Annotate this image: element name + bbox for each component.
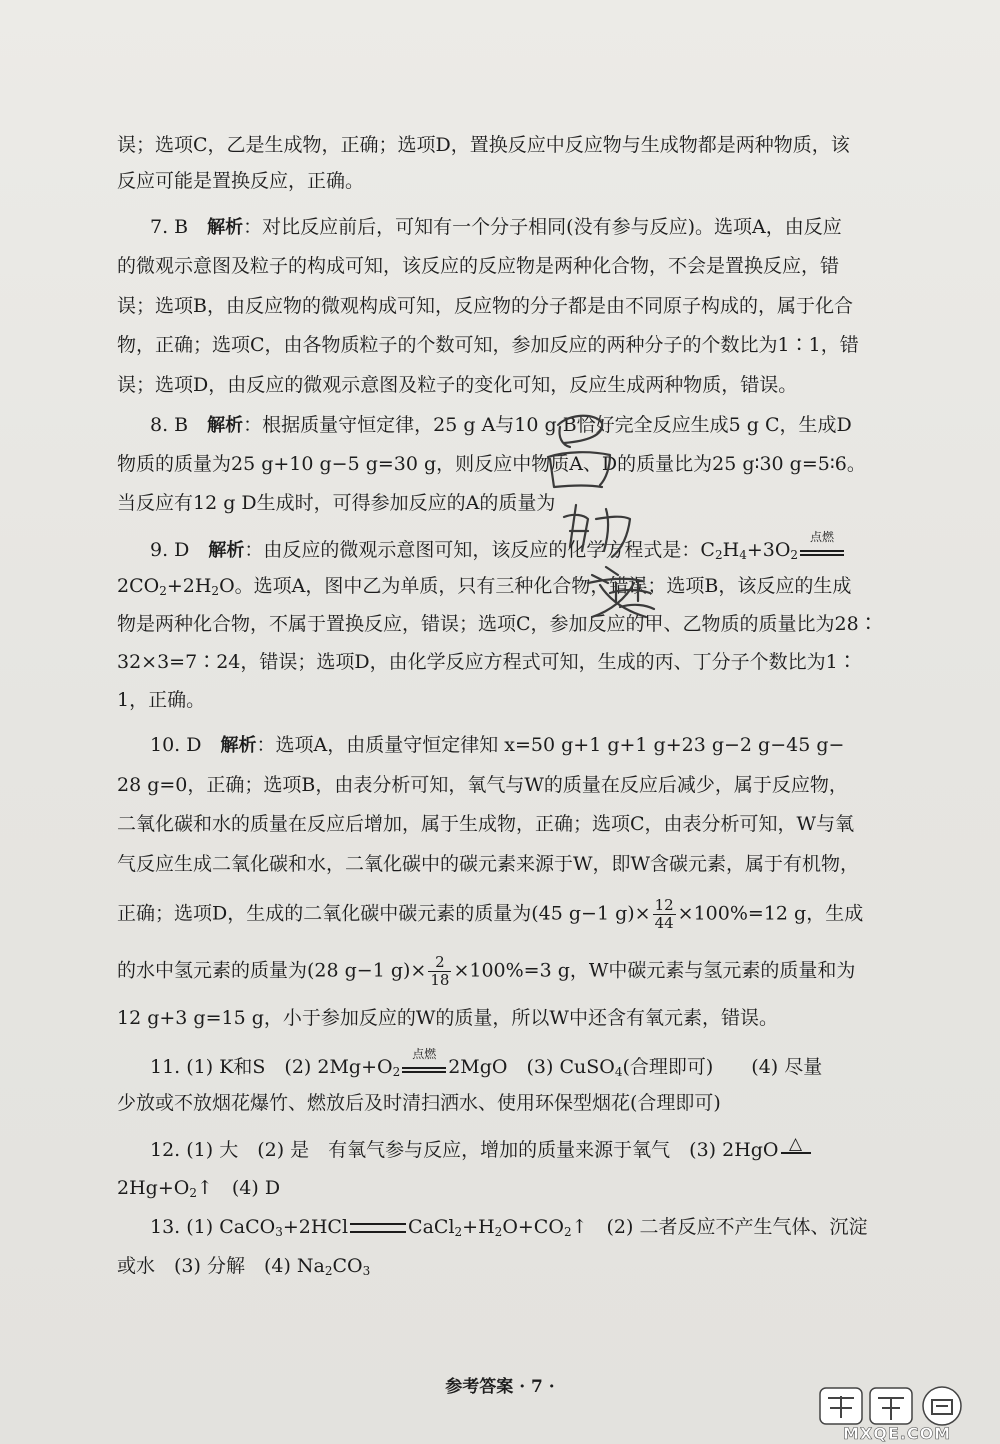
fraction-denominator: 44: [654, 914, 674, 932]
text-line: [117, 809, 895, 839]
subscript: 2: [324, 1264, 333, 1278]
text-run: H: [722, 539, 740, 561]
double-line: [800, 550, 844, 556]
text-run: 2Hg+O: [117, 1177, 190, 1199]
subscript: 2: [392, 1065, 401, 1079]
reaction-condition-arrow: [779, 1135, 813, 1165]
subscript: 2: [714, 548, 723, 562]
subscript: 2: [563, 1225, 572, 1239]
subscript: 2: [494, 1225, 503, 1239]
question-number: 7. B: [150, 216, 189, 238]
text-line: [117, 849, 895, 879]
text-line: [117, 1003, 895, 1033]
text-line: [117, 954, 895, 989]
subscript: 4: [739, 548, 747, 562]
fraction-numerator: 2: [428, 954, 451, 972]
text-line: [117, 1173, 895, 1203]
analysis-label: 解析: [207, 415, 244, 436]
text-line: [117, 897, 895, 932]
text-line: [117, 370, 895, 400]
question-number: 8. B: [150, 414, 189, 436]
text-run: +2H: [166, 575, 212, 597]
subscript: 3: [362, 1264, 371, 1278]
text-line: [117, 571, 895, 601]
text-line: [117, 685, 895, 715]
text-run: O+CO: [502, 1216, 564, 1238]
text-line: [117, 251, 895, 281]
text-run: (合理即可) (4) 尽量: [622, 1056, 823, 1078]
fraction-denominator: 18: [430, 971, 450, 989]
text-run: 11. (1) K和S (2) 2Mg+O: [150, 1056, 393, 1078]
subscript: 4: [614, 1065, 623, 1079]
text-run: CO: [332, 1255, 363, 1277]
text-run: 2MgO (3) CuSO: [448, 1056, 615, 1078]
fraction: [428, 954, 451, 989]
text-run: 2CO: [117, 575, 160, 597]
subscript: 2: [159, 584, 167, 598]
text-run: ：对比反应前后，可知有一个分子相同(没有参与反应)。选项A，由反应: [243, 216, 842, 238]
text-run: ↑ (2) 二者反应不产生气体、沉淀: [571, 1216, 868, 1238]
text-run: ：由反应的微观示意图可知，该反应的化学方程式是：C: [244, 539, 715, 561]
text-run: 误；选项C，乙是生成物，正确；选项D，置换反应中反应物与生成物都是两种物质，该: [117, 134, 850, 156]
text-run: CaCl: [408, 1216, 455, 1238]
text-run: 反应可能是置换反应，正确。: [117, 170, 365, 192]
text-line: [117, 1088, 895, 1118]
text-line: [117, 770, 895, 800]
text-line: [117, 449, 895, 479]
text-run: 当反应有12 g D生成时，可得参加反应的A的质量为: [117, 492, 556, 514]
page-footer: 参考答案 · 7 ·: [445, 1377, 555, 1397]
text-run: 二氧化碳和水的质量在反应后增加，属于生成物，正确；选项C，由表分析可知，W与氧: [117, 813, 855, 835]
handwriting-doodle: [530, 405, 700, 620]
heat-symbol: △: [788, 1134, 803, 1154]
subscript: 2: [790, 548, 799, 562]
text-run: 误；选项B，由反应物的微观构成可知，反应物的分子都是由不同原子构成的，属于化合: [117, 295, 853, 317]
text-run: 物，正确；选项C，由各物质粒子的个数可知，参加反应的两种分子的个数比为1∶1，错: [117, 334, 859, 356]
question-number: 10. D: [150, 734, 202, 756]
text-run: 或水 (3) 分解 (4) Na: [117, 1255, 325, 1277]
text-run: ：根据质量守恒定律，25 g A与10 g B恰好完全反应生成5 g C，生成D: [243, 414, 852, 436]
text-run: O。选项A，图中乙为单质，只有三种化合物，错误；选项B，该反应的生成: [219, 575, 852, 597]
answer-13: [150, 1212, 895, 1242]
reaction-condition-arrow: [798, 530, 846, 565]
reaction-condition-arrow: [400, 1047, 448, 1082]
text-line: [117, 166, 895, 196]
analysis-label: 解析: [207, 217, 244, 238]
answer-10: [150, 730, 895, 761]
subscript: 3: [275, 1225, 283, 1239]
condition-label: 点燃: [810, 530, 835, 544]
condition-label: 点燃: [412, 1047, 437, 1061]
text-run: 气反应生成二氧化碳和水，二氧化碳中的碳元素来源于W，即W含碳元素，属于有机物，: [117, 853, 860, 875]
text-line: [117, 291, 895, 321]
text-run: 28 g=0，正确；选项B，由表分析可知，氧气与W的质量在反应后减少，属于反应物，: [117, 774, 848, 796]
watermark-site: MXQE.COM: [843, 1424, 952, 1443]
text-run: ：选项A，由质量守恒定律知 x=50 g+1 g+1 g+23 g−2 g−45 g−: [256, 734, 845, 756]
text-run: 32×3=7∶24，错误；选项D，由化学反应方程式可知，生成的丙、丁分子个数比为1∶: [117, 651, 857, 673]
text-run: ×100%=3 g，W中碳元素与氢元素的质量和为: [453, 959, 856, 982]
text-run: 的微观示意图及粒子的构成可知，该反应的反应物是两种化合物，不会是置换反应，错: [117, 255, 840, 277]
text-run: 12 g+3 g=15 g，小于参加反应的W的质量，所以W中还含有氧元素，错误。: [117, 1007, 778, 1029]
answer-8: [150, 410, 895, 441]
answer-12: [150, 1135, 895, 1165]
text-line: [117, 330, 895, 360]
text-run: 物质的质量为25 g+10 g−5 g=30 g，则反应中物质A、D的质量比为25 g∶30 g=5∶6。: [117, 453, 866, 475]
subscript: 2: [454, 1225, 463, 1239]
text-line: [117, 647, 895, 677]
text-run: +3O: [746, 539, 791, 561]
text-run: 12. (1) 大 (2) 是 有氧气参与反应，增加的质量来源于氧气 (3) 2HgO: [150, 1139, 779, 1161]
subscript: 2: [211, 584, 220, 598]
text-run: 13. (1) CaCO: [150, 1216, 276, 1238]
text-line: [117, 1251, 895, 1281]
text-line: [117, 130, 895, 160]
text-run: 物是两种化合物，不属于置换反应，错误；选项C，参加反应的甲、乙物质的质量比为28∶: [117, 613, 878, 635]
text-line: [117, 488, 895, 518]
answer-11: [150, 1047, 895, 1082]
text-run: ↑ (4) D: [196, 1177, 281, 1199]
text-run: 1，正确。: [117, 689, 206, 711]
question-number: 9. D: [150, 539, 190, 561]
text-run: +H: [462, 1216, 495, 1238]
double-line: [402, 1067, 446, 1073]
fraction: [653, 897, 676, 932]
line: [781, 1152, 811, 1154]
text-run: 误；选项D，由反应的微观示意图及粒子的变化可知，反应生成两种物质，错误。: [117, 374, 798, 396]
text-run: ×100%=12 g，生成: [677, 902, 864, 925]
answer-7: [150, 212, 895, 243]
fraction-numerator: 12: [654, 896, 674, 914]
analysis-label: 解析: [208, 540, 245, 561]
text-run: 正确；选项D，生成的二氧化碳中碳元素的质量为(45 g−1 g)×: [117, 902, 651, 925]
answer-9: [150, 530, 895, 566]
text-line: [117, 609, 895, 639]
text-run: 少放或不放烟花爆竹、燃放后及时清扫洒水、使用环保型烟花(合理即可): [117, 1092, 721, 1114]
subscript: 2: [189, 1186, 197, 1200]
analysis-label: 解析: [220, 735, 257, 756]
text-run: +2HCl: [282, 1216, 349, 1238]
equals-sign: [350, 1223, 406, 1233]
text-run: 的水中氢元素的质量为(28 g−1 g)×: [117, 959, 427, 982]
